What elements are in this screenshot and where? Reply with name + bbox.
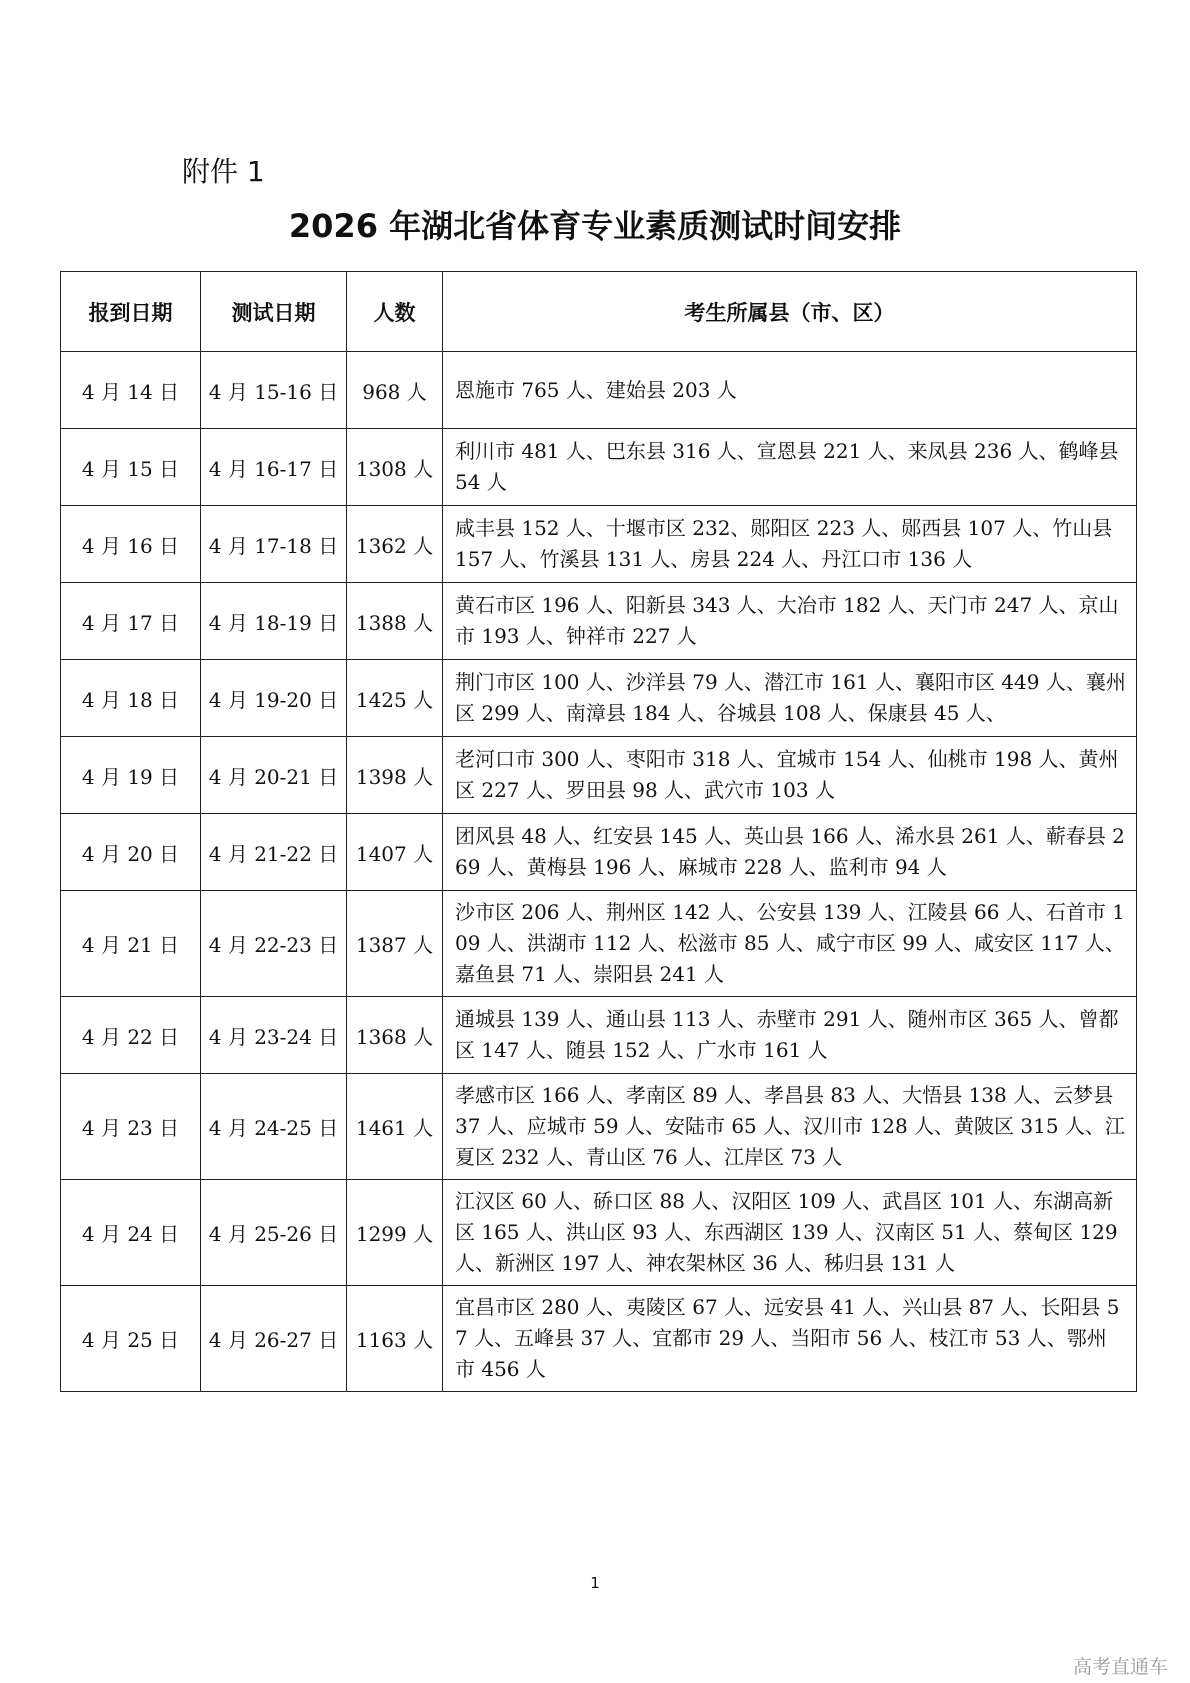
report-date-cell: 4 月 19 日 (61, 737, 201, 814)
test-date-cell: 4 月 22-23 日 (201, 891, 347, 997)
counties-cell: 孝感市区 166 人、孝南区 89 人、孝昌县 83 人、大悟县 138 人、云梦县 37 人、应城市 59 人、安陆市 65 人、汉川市 128 人、黄陂区 315 人、江夏区 232 人、青山区 76 人、江岸区 73 人 (443, 1074, 1137, 1180)
table-row (61, 660, 1137, 737)
table-row (61, 1180, 1137, 1286)
table-header-row (61, 272, 1137, 352)
page-number: 1 (590, 1574, 600, 1592)
table-row (61, 1074, 1137, 1180)
counties-cell: 利川市 481 人、巴东县 316 人、宣恩县 221 人、来凤县 236 人、鹤峰县 54 人 (443, 429, 1137, 506)
report-date-cell: 4 月 21 日 (61, 891, 201, 997)
test-date-cell: 4 月 20-21 日 (201, 737, 347, 814)
test-date-cell: 4 月 23-24 日 (201, 997, 347, 1074)
count-cell: 1388 人 (347, 583, 443, 660)
test-date-cell: 4 月 26-27 日 (201, 1286, 347, 1392)
test-date-cell: 4 月 16-17 日 (201, 429, 347, 506)
report-date-cell: 4 月 23 日 (61, 1074, 201, 1180)
count-cell: 968 人 (347, 352, 443, 429)
test-date-cell: 4 月 21-22 日 (201, 814, 347, 891)
header-report-date: 报到日期 (61, 272, 201, 352)
counties-cell: 老河口市 300 人、枣阳市 318 人、宜城市 154 人、仙桃市 198 人、黄州区 227 人、罗田县 98 人、武穴市 103 人 (443, 737, 1137, 814)
test-date-cell: 4 月 17-18 日 (201, 506, 347, 583)
schedule-table (60, 271, 1137, 1392)
counties-cell: 恩施市 765 人、建始县 203 人 (443, 352, 1137, 429)
table-row (61, 997, 1137, 1074)
watermark: 高考直通车 (1072, 1656, 1168, 1678)
table-row (61, 583, 1137, 660)
attachment-label: 附件 1 (182, 155, 265, 188)
test-date-cell: 4 月 24-25 日 (201, 1074, 347, 1180)
counties-cell: 黄石市区 196 人、阳新县 343 人、大冶市 182 人、天门市 247 人、京山市 193 人、钟祥市 227 人 (443, 583, 1137, 660)
counties-cell: 沙市区 206 人、荆州区 142 人、公安县 139 人、江陵县 66 人、石首市 109 人、洪湖市 112 人、松滋市 85 人、咸宁市区 99 人、咸安区 117 人、嘉鱼县 71 人、崇阳县 241 人 (443, 891, 1137, 997)
header-count: 人数 (347, 272, 443, 352)
table-row (61, 429, 1137, 506)
report-date-cell: 4 月 18 日 (61, 660, 201, 737)
count-cell: 1387 人 (347, 891, 443, 997)
count-cell: 1163 人 (347, 1286, 443, 1392)
counties-cell: 团风县 48 人、红安县 145 人、英山县 166 人、浠水县 261 人、蕲春县 269 人、黄梅县 196 人、麻城市 228 人、监利市 94 人 (443, 814, 1137, 891)
report-date-cell: 4 月 17 日 (61, 583, 201, 660)
count-cell: 1398 人 (347, 737, 443, 814)
counties-cell: 通城县 139 人、通山县 113 人、赤壁市 291 人、随州市区 365 人、曾都区 147 人、随县 152 人、广水市 161 人 (443, 997, 1137, 1074)
table-row (61, 506, 1137, 583)
table-row (61, 814, 1137, 891)
report-date-cell: 4 月 15 日 (61, 429, 201, 506)
header-counties: 考生所属县（市、区） (443, 272, 1137, 352)
document-title: 2026 年湖北省体育专业素质测试时间安排 (288, 207, 902, 245)
count-cell: 1368 人 (347, 997, 443, 1074)
count-cell: 1461 人 (347, 1074, 443, 1180)
test-date-cell: 4 月 15-16 日 (201, 352, 347, 429)
report-date-cell: 4 月 16 日 (61, 506, 201, 583)
report-date-cell: 4 月 14 日 (61, 352, 201, 429)
report-date-cell: 4 月 25 日 (61, 1286, 201, 1392)
count-cell: 1362 人 (347, 506, 443, 583)
count-cell: 1308 人 (347, 429, 443, 506)
report-date-cell: 4 月 24 日 (61, 1180, 201, 1286)
count-cell: 1407 人 (347, 814, 443, 891)
header-test-date: 测试日期 (201, 272, 347, 352)
test-date-cell: 4 月 25-26 日 (201, 1180, 347, 1286)
counties-cell: 荆门市区 100 人、沙洋县 79 人、潜江市 161 人、襄阳市区 449 人、襄州区 299 人、南漳县 184 人、谷城县 108 人、保康县 45 人、 (443, 660, 1137, 737)
table-row (61, 737, 1137, 814)
counties-cell: 咸丰县 152 人、十堰市区 232、郧阳区 223 人、郧西县 107 人、竹山县 157 人、竹溪县 131 人、房县 224 人、丹江口市 136 人 (443, 506, 1137, 583)
count-cell: 1299 人 (347, 1180, 443, 1286)
table-row (61, 891, 1137, 997)
table-row (61, 1286, 1137, 1392)
count-cell: 1425 人 (347, 660, 443, 737)
table-row (61, 352, 1137, 429)
report-date-cell: 4 月 20 日 (61, 814, 201, 891)
counties-cell: 江汉区 60 人、硚口区 88 人、汉阳区 109 人、武昌区 101 人、东湖高新区 165 人、洪山区 93 人、东西湖区 139 人、汉南区 51 人、蔡甸区 129 人、新洲区 197 人、神农架林区 36 人、秭归县 131 人 (443, 1180, 1137, 1286)
report-date-cell: 4 月 22 日 (61, 997, 201, 1074)
counties-cell: 宜昌市区 280 人、夷陵区 67 人、远安县 41 人、兴山县 87 人、长阳县 57 人、五峰县 37 人、宜都市 29 人、当阳市 56 人、枝江市 53 人、鄂州市 456 人 (443, 1286, 1137, 1392)
test-date-cell: 4 月 18-19 日 (201, 583, 347, 660)
test-date-cell: 4 月 19-20 日 (201, 660, 347, 737)
